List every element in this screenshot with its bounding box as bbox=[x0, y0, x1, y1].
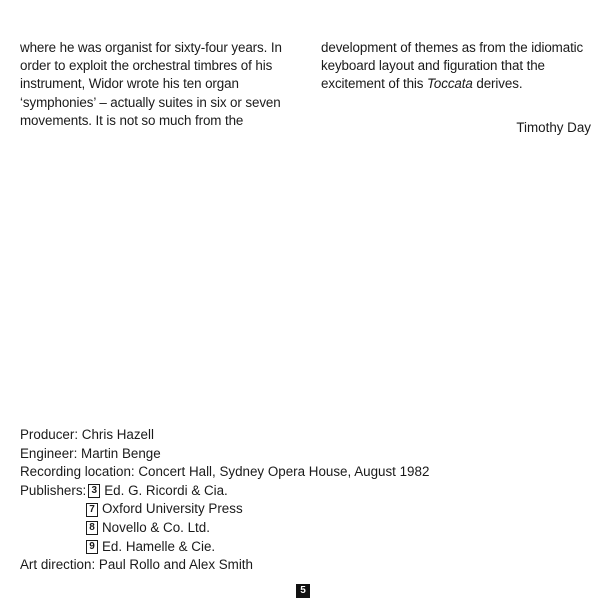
engineer-credit: Engineer: Martin Benge bbox=[20, 445, 161, 461]
essay-line-last bbox=[321, 75, 593, 93]
publisher-row bbox=[20, 519, 429, 538]
essay-text: excitement of this bbox=[321, 76, 428, 92]
publisher-name: Oxford University Press bbox=[102, 501, 243, 517]
publisher-name: Novello & Co. Ltd. bbox=[102, 519, 210, 535]
essay-line: ‘symphonies’ – actually suites in six or seven bbox=[20, 94, 281, 110]
essay-line: development of themes as from the idiomatic bbox=[321, 40, 584, 55]
producer-credit: Producer: Chris Hazell bbox=[20, 427, 154, 442]
publisher-row bbox=[20, 482, 429, 501]
essay-column-right bbox=[321, 39, 593, 94]
publisher-name: Ed. Hamelle & Cie. bbox=[102, 538, 216, 554]
track-number-badge: 3 bbox=[88, 484, 100, 498]
author-signature: Timothy Day bbox=[516, 120, 591, 135]
location-credit: Recording location: Concert Hall, Sydney Opera House, August 1982 bbox=[20, 464, 430, 480]
essay-line: where he was organist for sixty-four years. In bbox=[20, 40, 282, 55]
credits-block bbox=[20, 426, 429, 575]
essay-text: derives. bbox=[472, 76, 523, 92]
track-number-badge: 8 bbox=[86, 521, 98, 535]
publisher-row bbox=[20, 500, 429, 519]
essay-line: movements. It is not so much from the bbox=[20, 112, 244, 128]
track-number-badge: 9 bbox=[86, 540, 98, 554]
art-direction-credit: Art direction: Paul Rollo and Alex Smith bbox=[20, 557, 253, 573]
essay-line: keyboard layout and figuration that the bbox=[321, 58, 545, 74]
essay-column-left bbox=[20, 39, 292, 130]
publisher-row bbox=[20, 538, 429, 557]
publisher-name: Ed. G. Ricordi & Cia. bbox=[104, 482, 228, 498]
essay-line: order to exploit the orchestral timbres of his bbox=[20, 58, 273, 74]
work-title: Toccata bbox=[427, 76, 473, 92]
publishers-label: Publishers: bbox=[20, 482, 87, 498]
essay-line: instrument, Widor wrote his ten organ bbox=[20, 76, 239, 92]
track-number-badge: 7 bbox=[86, 503, 98, 517]
page-number: 5 bbox=[296, 584, 310, 598]
